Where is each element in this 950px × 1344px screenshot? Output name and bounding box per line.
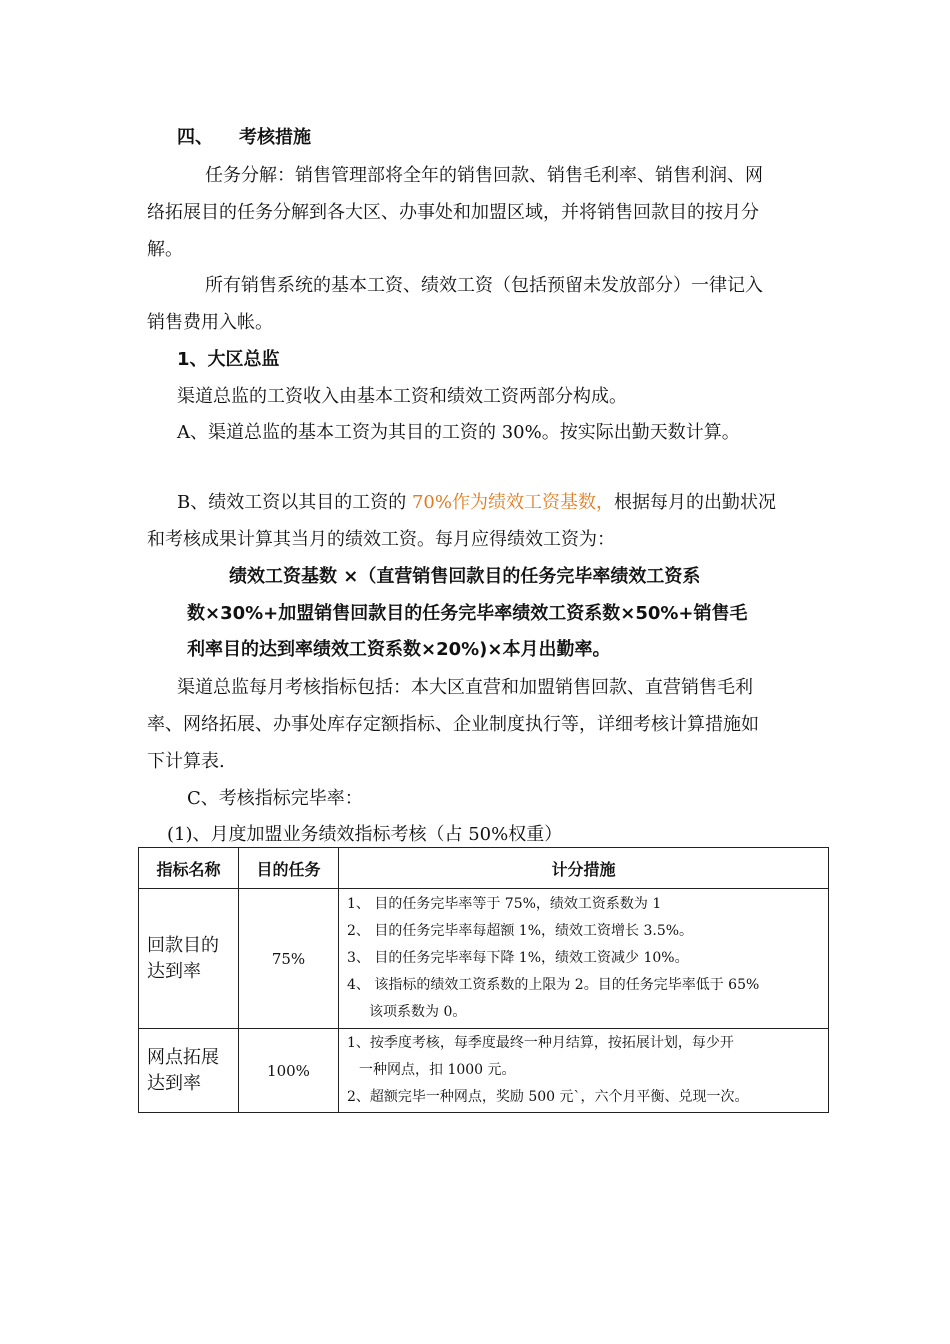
table-header-row [139,848,829,889]
formula-line-2: 数×30%+加盟销售回款目的任务完毕率绩效工资系数×50%+销售毛 [187,603,748,624]
item-b-prefix: B、绩效工资以其目的工资的 [177,492,412,513]
target-cell: 100% [239,1029,339,1113]
scoring-rule: 3、 目的任务完毕率每下降 1%，绩效工资减少 10%。 [347,950,689,966]
task-paragraph-line-2: 络拓展目的任务分解到各大区、办事处和加盟区域，并将销售回款目的按月分 [147,202,759,223]
salary-paragraph-line-2: 销售费用入帐。 [147,312,273,333]
section-title: 考核措施 [239,127,311,148]
scoring-rule: 1、 目的任务完毕率等于 75%，绩效工资系数为 1 [347,896,662,912]
task-paragraph-line-1: 任务分解：销售管理部将全年的销售回款、销售毛利率、销售利润、网 [205,165,763,186]
scoring-rules-cell [339,889,829,1029]
section-heading [177,125,311,151]
scoring-rule: 一种网点，扣 1000 元。 [359,1062,516,1078]
table-caption: (1)、月度加盟业务绩效指标考核（占 50%权重） [167,824,563,845]
header-indicator-name: 指标名称 [139,848,239,889]
scoring-rule: 2、 目的任务完毕率每超额 1%，绩效工资增长 3.5%。 [347,923,694,939]
assessment-table [138,847,829,1113]
item-a-paragraph: A、渠道总监的基本工资为其目的工资的 30%。按实际出勤天数计算。 [177,422,740,443]
indicator-name-line-2: 达到率 [147,1072,201,1094]
item-c-paragraph: C、考核指标完毕率： [187,788,363,809]
indicators-paragraph-line-1: 渠道总监每月考核指标包括：本大区直营和加盟销售回款、直营销售毛利 [177,677,753,698]
salary-paragraph-line-1: 所有销售系统的基本工资、绩效工资（包括预留未发放部分）一律记入 [205,275,763,296]
header-target-task: 目的任务 [239,848,339,889]
scoring-rules-cell [339,1029,829,1113]
scoring-rule: 该项系数为 0。 [369,1004,467,1020]
task-paragraph-line-3: 解。 [147,239,183,260]
income-paragraph: 渠道总监的工资收入由基本工资和绩效工资两部分构成。 [177,386,627,407]
indicator-name-line-2: 达到率 [147,960,201,982]
indicators-paragraph-line-2: 率、网络拓展、办事处库存定额指标、企业制度执行等，详细考核计算措施如 [147,714,759,735]
item-b-suffix: 根据每月的出勤状况 [613,492,776,513]
scoring-rule: 2、超额完毕一种网点，奖励 500 元`，六个月平衡、兑现一次。 [347,1089,749,1105]
indicator-name-line-1: 网点拓展 [147,1046,219,1068]
header-scoring-method: 计分措施 [339,848,829,889]
section-number: 四、 [177,127,213,148]
target-cell: 75% [239,889,339,1029]
table-row [139,1029,829,1113]
scoring-rule: 1、按季度考核，每季度最终一种月结算，按拓展计划，每少开 [347,1035,734,1051]
indicator-name-line-1: 回款目的 [147,934,219,956]
formula-line-3: 利率目的达到率绩效工资系数×20%)×本月出勤率。 [187,639,611,660]
scoring-rule: 4、 该指标的绩效工资系数的上限为 2。目的任务完毕率低于 65% [347,977,760,993]
item-b-paragraph-line-1 [177,490,776,516]
item-b-paragraph-line-2: 和考核成果计算其当月的绩效工资。每月应得绩效工资为： [147,529,615,550]
item-b-highlight: 70%作为绩效工资基数， [411,492,614,513]
table-row [139,889,829,1029]
indicator-name-cell [139,1029,239,1113]
formula-line-1: 绩效工资基数 ×（直营销售回款目的任务完毕率绩效工资系 [229,566,701,587]
indicator-name-cell [139,889,239,1029]
sub-heading-regional-director: 1、大区总监 [177,349,280,370]
indicators-paragraph-line-3: 下计算表. [147,751,225,772]
